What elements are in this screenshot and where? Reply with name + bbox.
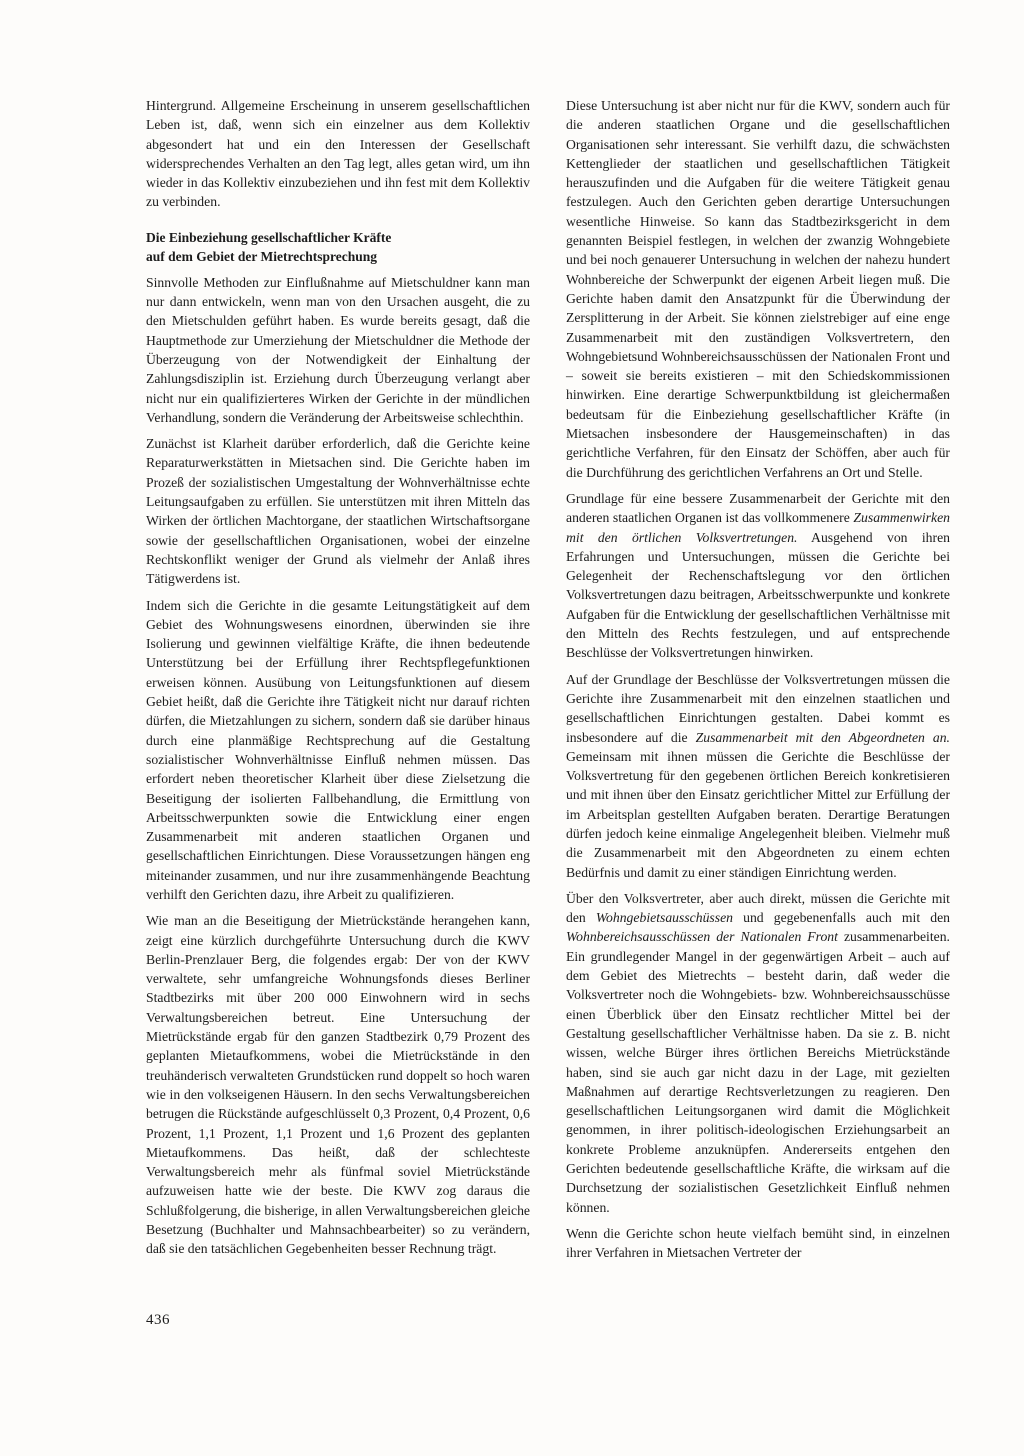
text-run: Ausgehend von ihren Erfahrungen und Untersuchungen, müssen die Gerichte bei Gelegenheit der Rechenschaftslegung vor den örtlichen Volksvertretungen dazu beitragen, Arbeitsschwerpunkte und konkrete Aufgaben für die Entwicklung der gesellschaftlichen Verhältnisse mit den Mitteln des Rechts festzulegen, und auf entsprechende Beschlüsse der Volksvertretungen hinwirken.	[566, 529, 950, 661]
paragraph: Wie man an die Beseitigung der Mietrückstände herangehen kann, zeigt eine kürzlich durchgeführte Untersuchung durch die KWV Berlin-Prenzlauer Berg, die folgendes ergab: Der von der KWV verwaltete, sehr umfangreiche Wohnungsfonds dieses Berliner Stadtbezirks mit über 200 000 Einwohnern wird in sechs Verwaltungsbereichen betreut. Eine Untersuchung der Mietrückstände ergab für den ganzen Stadtbezirk 0,79 Prozent des geplanten Mietaufkommens, wobei die Mietrückstände in den treuhänderisch verwalteten Grundstücken rund doppelt so hoch waren wie in den volkseigenen Häusern. In den sechs Verwaltungsbereichen betrugen die Rückstände aufgeschlüsselt 0,3 Prozent, 0,4 Prozent, 0,6 Prozent, 1,1 Prozent, 1,1 Prozent und 1,6 Prozent des geplanten Mietaufkommens. Das heißt, daß der schlechteste Verwaltungsbereich mehr als fünfmal soviel Mietrückstände aufzuweisen hatte wie der beste. Die KWV zog daraus die Schlußfolgerung, die bisherige, in allen Verwaltungsbereichen gleiche Besetzung (Buchhalter und Mahnsachbearbeiter) so zu verändern, daß sie den tatsächlichen Gegebenheiten besser Rechnung trägt.	[146, 913, 530, 1257]
paragraph: Wenn die Gerichte schon heute vielfach bemüht sind, in einzelnen ihrer Verfahren in Mietsachen Vertreter der	[566, 1225, 950, 1261]
section-heading	[146, 228, 530, 266]
page-number: 436	[146, 1312, 170, 1328]
paragraph: Diese Untersuchung ist aber nicht nur für die KWV, sondern auch für die anderen staatlichen Organe und die gesellschaftlichen Organisationen sehr interessant. Sie verhilft dazu, die schwächsten Kettenglieder der staatlichen und gesellschaftlichen Tätigkeit herauszufinden und die Aufgaben für die weitere Tätigkeit genau festzulegen. Auch den Gerichten geben derartige Untersuchungen wesentliche Hinweise. So kann das Stadtbezirksgericht in dem genannten Beispiel festlegen, in welchen der zwanzig Wohngebiete und bei noch genauerer Untersuchung in welchen der nahezu hundert Wohnbereiche der Schwerpunkt der eigenen Arbeit liegen muß. Die Gerichte haben damit den Ansatzpunkt für die Überwindung der Zersplitterung in der Arbeit. Sie können zielstrebiger auf eine enge Zusammenarbeit mit den zuständigen Volksvertretern, den Wohngebietsund Wohnbereichsausschüssen der Nationalen Front und – soweit sie bereits existieren – mit den Schiedskommissionen hinwirken. Eine derartige Schwerpunktbildung ist gleichermaßen bedeutsam für die Einbeziehung gesellschaftlicher Kräfte (in Mietsachen insbesondere der Hausgemeinschaften) in das gerichtliche Verfahren, für den Einsatz der Schöffen, aber auch für die Durchführung des gerichtlichen Verfahrens an Ort und Stelle.	[566, 98, 950, 480]
text-run: Gemeinsam mit ihnen müssen die Gerichte die Beschlüsse der Volksvertretung für den gegebenen örtlichen Bereich konkretisieren und mit ihnen über den Einsatz gerichtlicher Mittel zur Erfüllung der im Arbeitsplan gestellten Aufgaben beraten. Derartige Beratungen dürfen jedoch keine einmalige Angelegenheit bleiben. Vielmehr muß die Zusammenarbeit mit den Abgeordneten zu einem echten Bedürfnis und damit zu einer ständigen Einrichtung werden.	[566, 748, 950, 880]
left-column	[146, 96, 530, 1259]
text-run: Über den Volksvertreter, aber auch direkt, müssen die Gerichte mit den	[566, 890, 950, 926]
emphasized-text: Zusammenwirken mit den örtlichen Volksvertretungen.	[566, 510, 950, 545]
paragraph: Sinnvolle Methoden zur Einflußnahme auf Mietschuldner kann man nur dann entwickeln, wenn man von den Ursachen ausgeht, die zu den Mietschulden geführt haben. Es wurde bereits gesagt, daß die Hauptmethode zur Umerziehung der Mietschuldner die Methode der Überzeugung von der Notwendigkeit der Einhaltung der Zahlungsdisziplin ist. Erziehung durch Überzeugung verlangt aber nicht nur ein qualifizierteres Wirken der Gerichte in der mündlichen Verhandlung, sondern die Veränderung der Arbeitsweise schlechthin.	[146, 274, 530, 425]
right-column	[566, 96, 950, 1263]
paragraph	[566, 670, 950, 882]
text-run: zusammenarbeiten. Ein grundlegender Mangel in der gegenwärtigen Arbeit – auch auf dem Gebiet des Mietrechts – besteht darin, daß weder die Volksvertreter noch die Wohngebiets- bzw. Wohnbereichsausschüsse einen Überblick über den Einsatz rechtlicher Mittel bei der Gestaltung gesellschaftlicher Verhältnisse haben. Da sie z. B. nicht wissen, welche Bürger ihres örtlichen Bereichs Mietrückstände haben, sind sie auch gar nicht dazu in der Lage, mit gezielten Maßnahmen auf derartige Rechtsverletzungen zu reagieren. Den gesellschaftlichen Leitungsorganen wird damit die Möglichkeit genommen, in ihrer politisch-ideologischen Erziehungsarbeit an konkrete Probleme anzuknüpfen. Andererseits entgehen den Gerichten bedeutende gesellschaftliche Kräfte, die wirksam auf die Durchsetzung der sozialistischen Gesetzlichkeit Einfluß nehmen können.	[566, 929, 950, 1215]
paragraph: Indem sich die Gerichte in die gesamte Leitungstätigkeit auf dem Gebiet des Wohnungswesens einordnen, überwinden sie ihre Isolierung und gewinnen vielfältige Kräfte, die ihnen bedeutende Unterstützung bei der Erfüllung ihrer Rechtspflegefunktionen erweisen können. Ausübung von Leitungsfunktionen auf diesem Gebiet heißt, daß die Gerichte ihre Tätigkeit nicht nur darauf richten dürfen, die Mietzahlungen zu sichern, sondern daß sie darüber hinaus durch eine planmäßige Rechtsprechung auf die Gestaltung sozialistischer Wohnverhältnisse Einfluß nehmen müssen. Das erfordert neben theoretischer Klarheit über diese Zielsetzung die Beseitigung der isolierten Fallbehandlung, die Ermittlung von Arbeitsschwerpunkten sowie die Entwicklung einer engen Zusammenarbeit mit anderen staatlichen Organen und gesellschaftlichen Einrichtungen. Diese Voraussetzungen hängen eng miteinander zusammen, und nur ihre zusammenhängende Beachtung verhilft den Gerichten dazu, ihre Arbeit zu qualifizieren.	[146, 597, 530, 902]
heading-line: auf dem Gebiet der Mietrechtsprechung	[146, 248, 377, 264]
text-run: Auf der Grundlage der Beschlüsse der Volksvertretungen müssen die Gerichte ihre Zusammenarbeit mit den einzelnen staatlichen und gesellschaftlichen Einrichtungen gestalten. Dabei kommt es insbesondere auf die	[566, 671, 950, 745]
text-run: und gegebenenfalls auch mit den	[733, 910, 950, 926]
text-run: Grundlage für eine bessere Zusammenarbeit der Gerichte mit den anderen staatlichen Organen ist das vollkommenere	[566, 490, 950, 526]
emphasized-text: Wohnbereichsausschüssen der Nationalen Front	[566, 929, 838, 945]
emphasized-text: Zusammenarbeit mit den Abgeordneten an.	[695, 729, 950, 745]
paragraph	[566, 889, 950, 1217]
paragraph: Hintergrund. Allgemeine Erscheinung in unserem gesellschaftlichen Leben ist, daß, wenn sich ein einzelner aus dem Kollektiv abgesondert hat und ein den Interessen der Gesellschaft widersprechendes Verhalten an den Tag legt, alles getan wird, um ihn wieder in das Kollektiv einzubeziehen und ihn fest mit dem Kollektiv zu verbinden.	[146, 98, 530, 210]
emphasized-text: Wohngebietsausschüssen	[595, 910, 733, 926]
paragraph: Zunächst ist Klarheit darüber erforderlich, daß die Gerichte keine Reparaturwerkstätten in Mietsachen sind. Die Gerichte haben im Prozeß der sozialistischen Umgestaltung der Wohnverhältnisse echte Leitungsaufgaben zu erfüllen. Sie unterstützen mit ihren Mitteln das Wirken der örtlichen Machtorgane, der staatlichen Wirtschaftsorgane sowie der gesellschaftlichen Organisationen, wobei der einzelne Rechtskonflikt weniger der Grund als vielmehr der Anlaß ihres Tätigwerdens ist.	[146, 436, 530, 587]
heading-line: Die Einbeziehung gesellschaftlicher Kräfte	[146, 229, 392, 245]
paragraph	[566, 489, 950, 663]
